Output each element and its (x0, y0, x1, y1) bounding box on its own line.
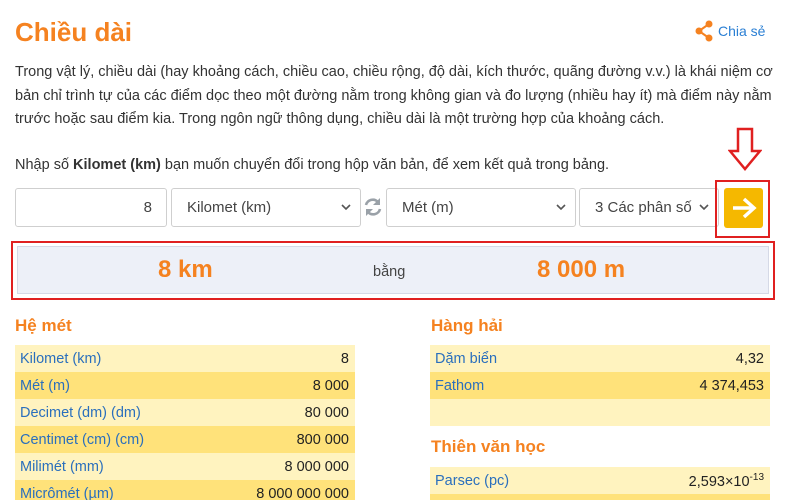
instruction-suffix: bạn muốn chuyển đổi trong hộp văn bản, để xem kết quả trong bảng. (160, 157, 610, 173)
instruction-prefix: Nhập số (15, 157, 74, 173)
chevron-down-icon (341, 202, 351, 212)
value-input-text: 8 (143, 199, 152, 216)
nautical-table (430, 345, 770, 426)
table-row-empty (430, 399, 770, 426)
chevron-down-icon (699, 202, 709, 212)
table-row (15, 345, 355, 372)
unit-value-base: 2,593×10 (688, 473, 750, 490)
convert-button[interactable] (724, 188, 763, 228)
unit-value: 8 000 (312, 377, 349, 394)
unit-link[interactable]: Decimet (dm) (dm) (20, 404, 141, 421)
precision-select[interactable] (579, 188, 719, 227)
unit-link[interactable]: Mét (m) (20, 377, 70, 394)
result-output-value: 8 000 m (537, 256, 626, 283)
table-row (430, 372, 770, 399)
unit-value: 8 000 000 000 (256, 485, 349, 500)
astronomy-table (430, 467, 770, 500)
table-row-empty (430, 494, 770, 500)
table-row (15, 453, 355, 480)
value-input[interactable] (15, 188, 167, 227)
unit-link[interactable]: Milimét (mm) (20, 458, 104, 475)
swap-icon[interactable] (363, 196, 383, 218)
unit-link[interactable]: Micrômét (µm) (20, 485, 114, 500)
unit-link[interactable]: Parsec (pc) (435, 472, 510, 489)
unit-value: 80 000 (304, 404, 349, 421)
unit-value: 8 000 000 (284, 458, 349, 475)
table-row (15, 372, 355, 399)
table-row (430, 345, 770, 372)
chevron-down-icon (556, 202, 566, 212)
from-unit-value: Kilomet (km) (187, 199, 272, 216)
intro-paragraph: Trong vật lý, chiều dài (hay khoảng cách, chiều cao, chiều rộng, độ dài, kích thước, quãng đường v.v.) là khái niệm cơ bản chỉ trình tự của các điểm dọc theo một đường nằm trong không gian và đo lượng (nhiều hay ít) mà điểm này nằm trước hoặc sau điểm kia. Trong ngôn ngữ thông dụng, chiều dài là một trường hợp của khoảng cách. (15, 64, 773, 127)
result-input-value: 8 km (158, 256, 213, 283)
arrow-down-outline-icon (728, 127, 762, 171)
unit-value: 4 374,453 (699, 377, 764, 394)
share-icon (694, 20, 714, 42)
unit-value-exponent: -13 (749, 471, 764, 483)
share-label: Chia sẻ (718, 23, 766, 39)
unit-value: 4,32 (735, 350, 764, 367)
nautical-section-title: Hàng hải (431, 316, 503, 335)
unit-link[interactable]: Kilomet (km) (20, 350, 102, 367)
arrow-right-icon (731, 197, 757, 219)
to-unit-value: Mét (m) (402, 199, 454, 216)
instruction-text (15, 157, 609, 173)
from-unit-select[interactable] (171, 188, 361, 227)
unit-link[interactable]: Dặm biển (435, 350, 498, 367)
table-row (430, 467, 770, 494)
unit-value: 8 (340, 350, 349, 367)
table-row (15, 480, 355, 500)
metric-table (15, 345, 355, 500)
to-unit-select[interactable] (386, 188, 576, 227)
share-link[interactable] (694, 20, 765, 42)
result-equals-text: bằng (373, 264, 406, 280)
unit-value (689, 472, 764, 490)
page-title: Chiều dài (15, 17, 133, 47)
precision-value: 3 Các phân số (595, 199, 692, 216)
metric-section-title: Hệ mét (15, 316, 72, 335)
unit-link[interactable]: Fathom (435, 377, 485, 394)
unit-value: 800 000 (296, 431, 349, 448)
astronomy-section-title: Thiên văn học (431, 437, 546, 456)
table-row (15, 426, 355, 453)
unit-link[interactable]: Centimet (cm) (cm) (20, 431, 145, 448)
table-row (15, 399, 355, 426)
instruction-unit: Kilomet (km) (73, 157, 161, 173)
